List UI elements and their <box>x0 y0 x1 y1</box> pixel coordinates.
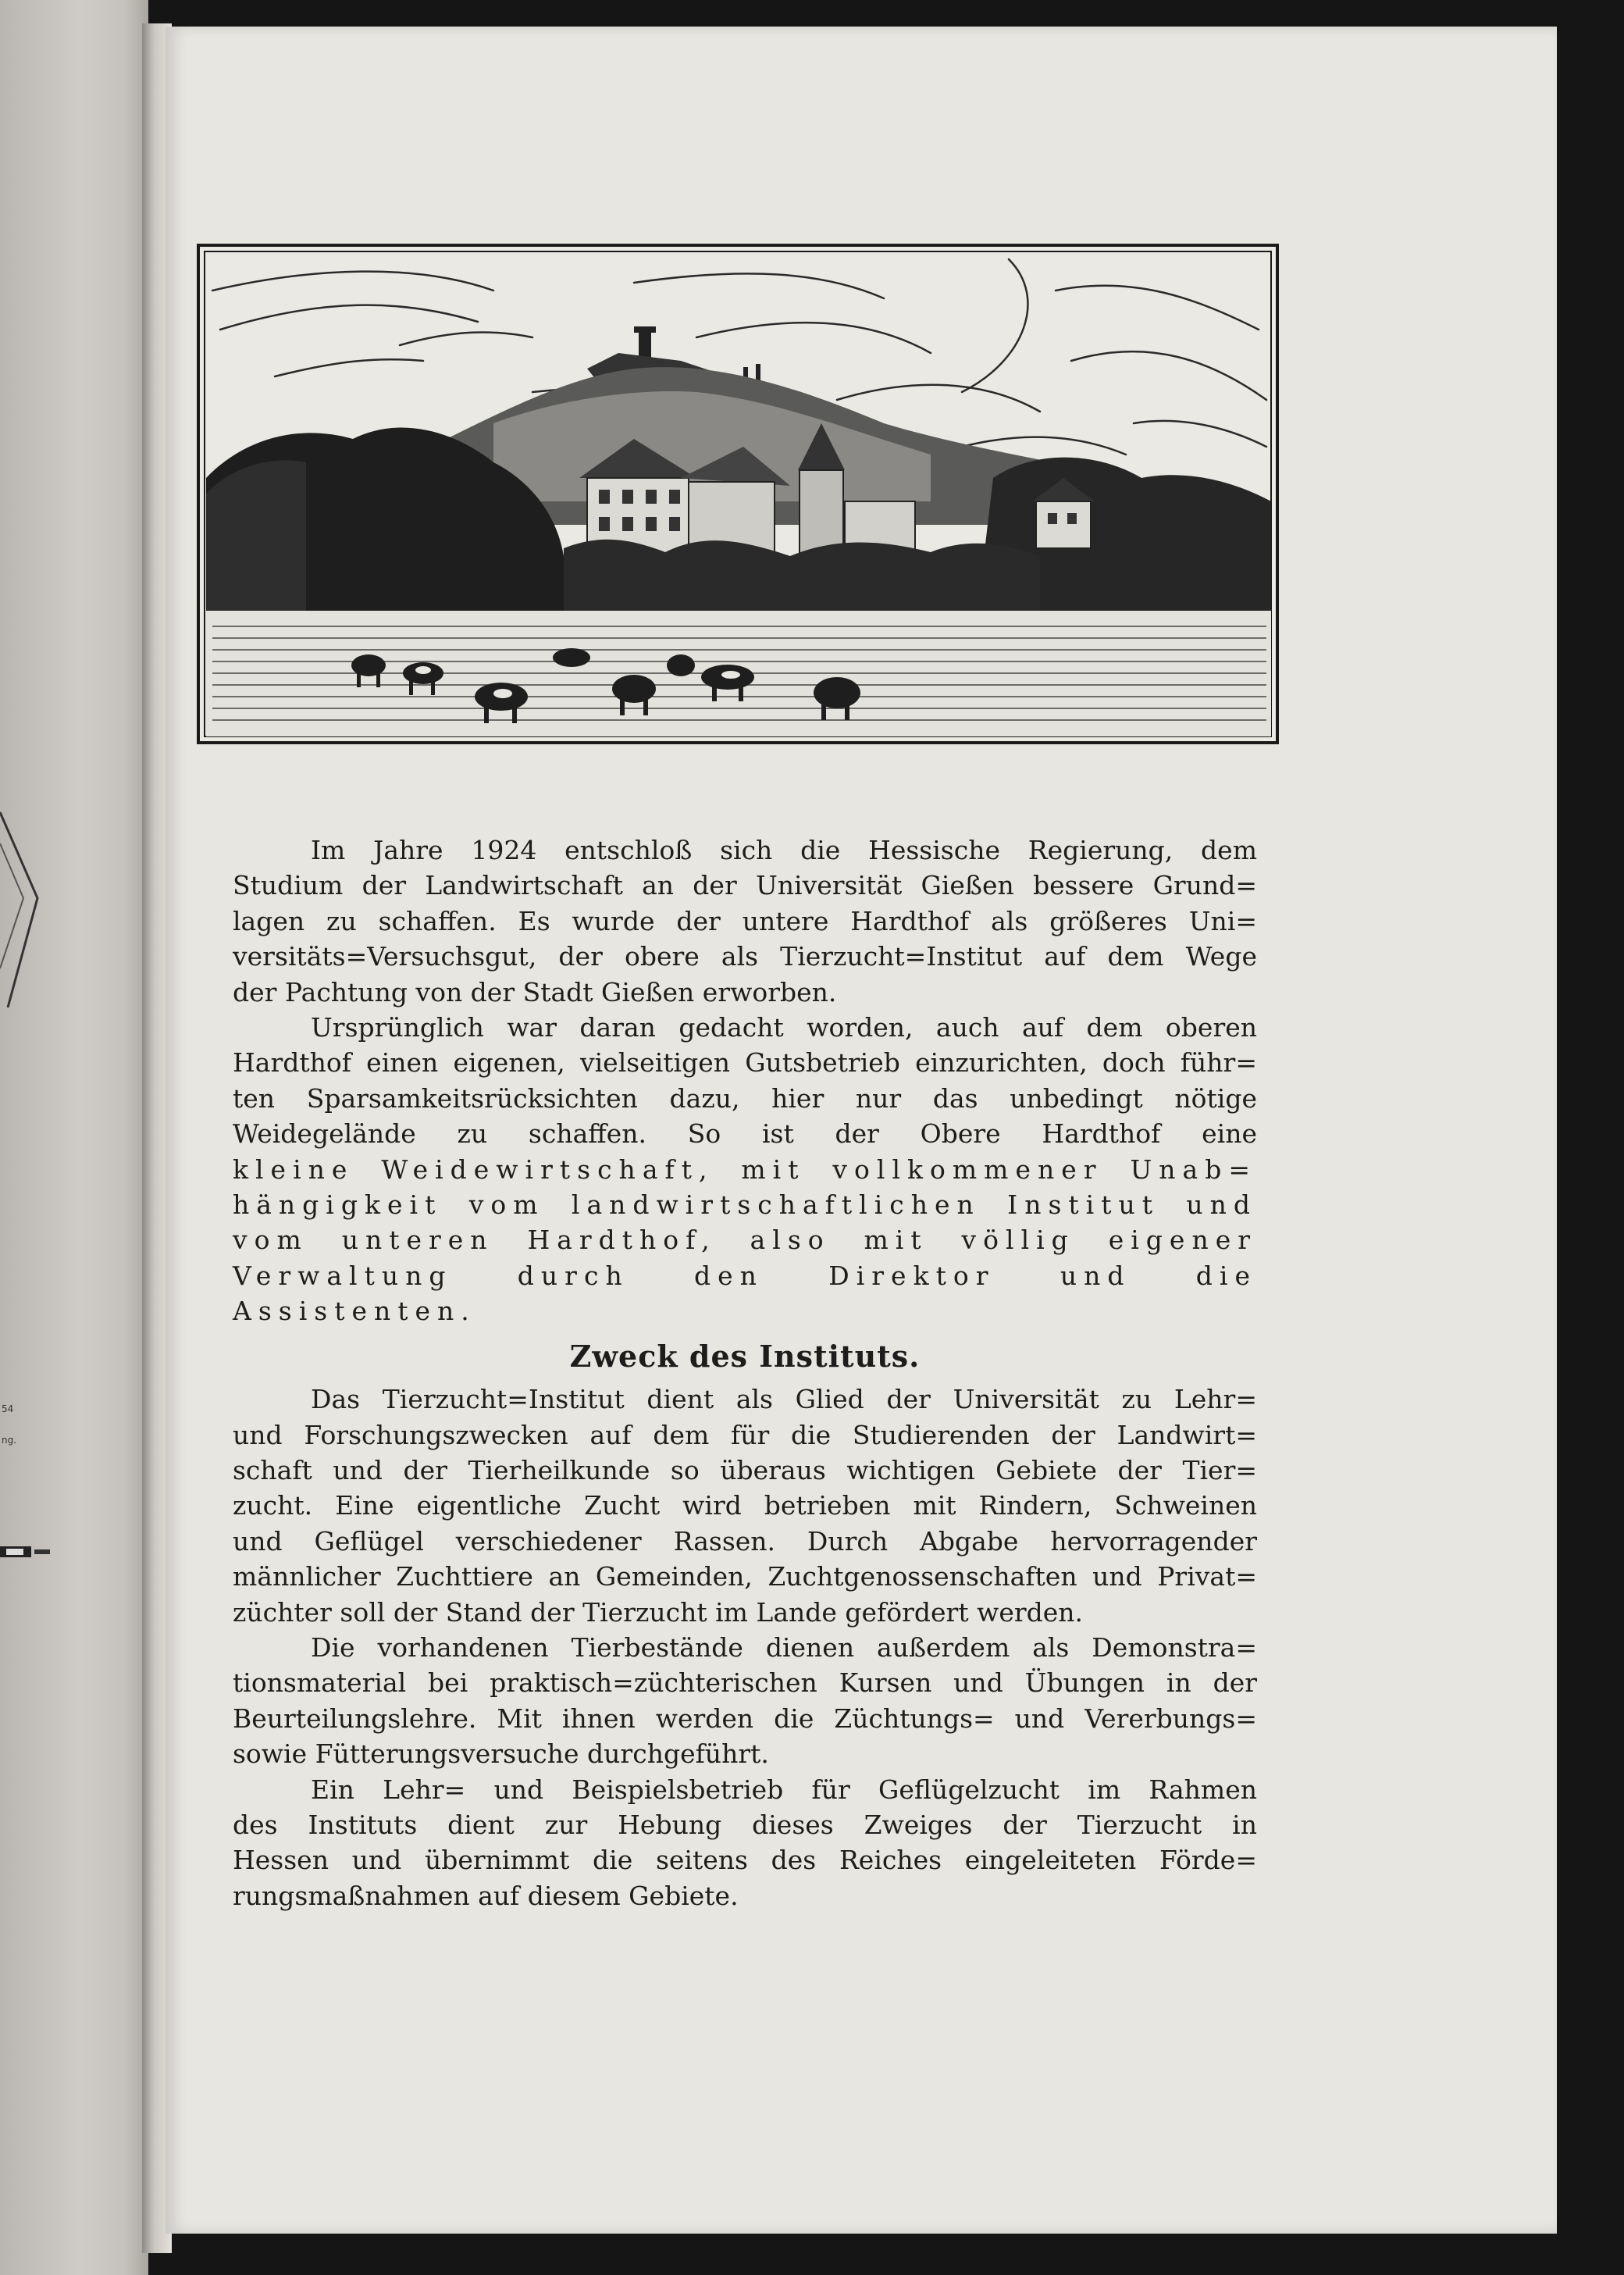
text-line: Hardthof einen eigenen, vielseitigen Gutsbetrieb einzurichten, doch führ= <box>233 1047 1257 1079</box>
text-line: und Geflügel verschiedener Rassen. Durch Abgabe hervorragender <box>233 1525 1257 1556</box>
text-line: des Instituts dient zur Hebung dieses Zweiges der Tierzucht in <box>233 1809 1257 1840</box>
paragraph-5 <box>233 1772 1257 1914</box>
text-line-spaced: Verwaltung durch den Direktor und die Assistenten. <box>233 1260 1257 1327</box>
text-line: tionsmaterial bei praktisch=züchterischen Kursen und Übungen in der <box>233 1667 1257 1699</box>
book-page <box>166 27 1557 2234</box>
text-line: zucht. Eine eigentliche Zucht wird betrieben mit Rindern, Schweinen <box>233 1490 1257 1521</box>
text-line: Im Jahre 1924 entschloß sich die Hessische Regierung, dem <box>311 835 1257 865</box>
text-line: Beurteilungslehre. Mit ihnen werden die Züchtungs= und Vererbungs= <box>233 1703 1257 1734</box>
text-line: Weidegelände zu schaffen. So ist der Obere Hardthof eine <box>233 1118 1257 1150</box>
paragraph-2 <box>233 1010 1257 1329</box>
text-line: ten Sparsamkeitsrücksichten dazu, hier nur das unbedingt nötige <box>233 1082 1257 1114</box>
text-line-spaced: vom unteren Hardthof, also mit völlig eigener <box>233 1225 1257 1256</box>
estate-illustration <box>197 244 1279 744</box>
text-line: der Pachtung von der Stadt Gießen erworben. <box>233 976 837 1007</box>
paragraph-4 <box>233 1630 1257 1772</box>
paragraph-1 <box>233 833 1257 1010</box>
text-line: Ursprünglich war daran gedacht worden, auch auf dem oberen <box>311 1012 1257 1043</box>
text-line: Das Tierzucht=Institut dient als Glied der Universität zu Lehr= <box>311 1384 1257 1415</box>
body-text <box>233 833 1257 1913</box>
text-line: rungsmaßnahmen auf diesem Gebiete. <box>233 1880 739 1911</box>
facing-page-map-fragment <box>0 0 148 2275</box>
text-line-spaced: kleine Weidewirtschaft, mit vollkommener Unab= <box>233 1154 1257 1185</box>
text-line: versitäts=Versuchsgut, der obere als Tierzucht=Institut auf dem Wege <box>233 941 1257 972</box>
text-line: lagen zu schaffen. Es wurde der untere Hardthof als größeres Uni= <box>233 905 1257 936</box>
section-heading: Zweck des Instituts. <box>569 1338 921 1374</box>
text-line: männlicher Zuchttiere an Gemeinden, Zuchtgenossenschaften und Privat= <box>233 1561 1257 1592</box>
text-line-spaced: hängigkeit vom landwirtschaftlichen Institut und <box>233 1189 1257 1221</box>
text-line: züchter soll der Stand der Tierzucht im Lande gefördert werden. <box>233 1596 1084 1628</box>
text-line: Die vorhandenen Tierbestände dienen außerdem als Demonstra= <box>311 1631 1257 1663</box>
text-line: Hessen und übernimmt die seitens des Reiches eingeleiteten Förde= <box>233 1845 1257 1876</box>
text-line: Ein Lehr= und Beispielsbetrieb für Geflügelzucht im Rahmen <box>311 1774 1257 1805</box>
text-line: sowie Fütterungsversuche durchgeführt. <box>233 1738 769 1770</box>
text-line: schaft und der Tierheilkunde so überaus wichtigen Gebiete der Tier= <box>233 1454 1257 1485</box>
text-line: und Forschungszwecken auf dem für die Studierenden der Landwirt= <box>233 1419 1257 1450</box>
text-line: Studium der Landwirtschaft an der Universität Gießen bessere Grund= <box>233 870 1257 901</box>
paragraph-3 <box>233 1382 1257 1630</box>
svg-text:54: 54 <box>2 1403 14 1414</box>
svg-text:ng.: ng. <box>2 1435 17 1446</box>
